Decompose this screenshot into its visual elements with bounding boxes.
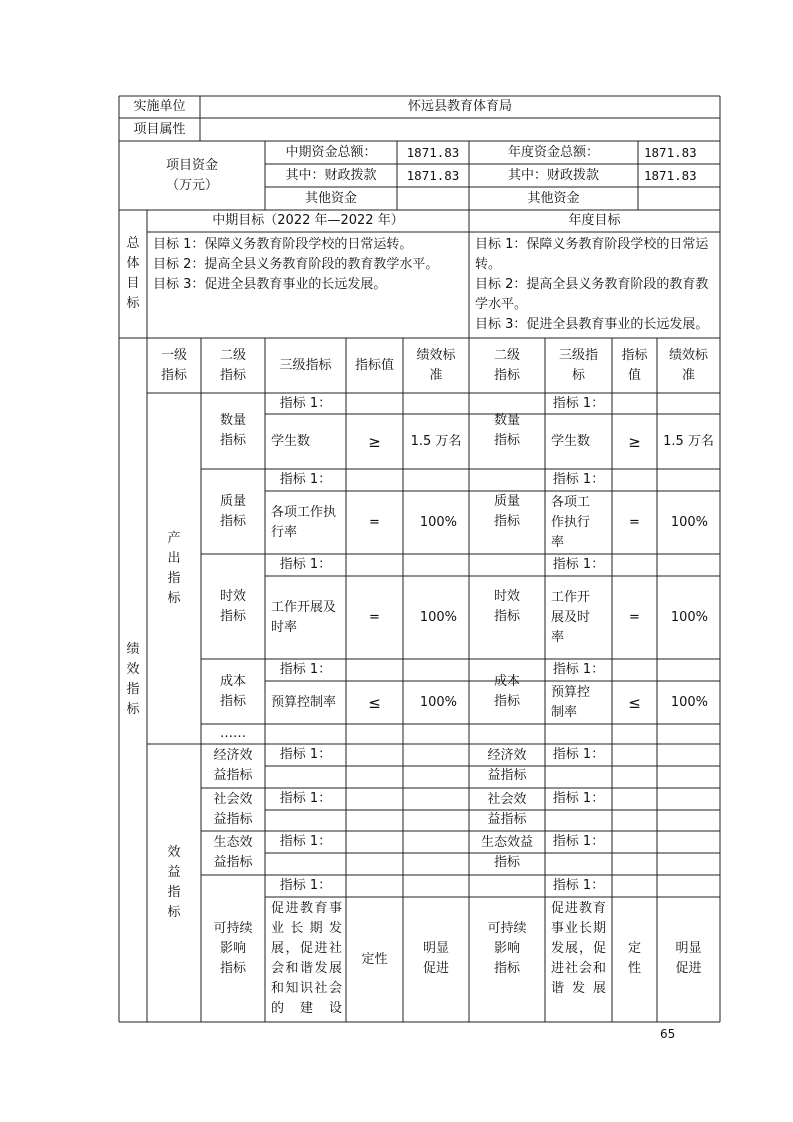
quality-metric: 各项工作执 行率	[271, 504, 337, 540]
timeliness-metric: 工作开展及 时率	[271, 599, 337, 635]
year-cost-standard: 100%	[670, 694, 708, 710]
cost-standard: 100%	[419, 694, 457, 710]
overall-goal-label: 总 体 目 标	[126, 236, 140, 311]
unit-value: 怀远县教育体育局	[407, 99, 512, 114]
sustainable-impact-indicator: 可持续 影响 指标	[213, 920, 253, 976]
year-indicator-1-label: 指标 1：	[552, 878, 605, 893]
timeliness-indicator: 时效 指标	[219, 588, 246, 624]
year-total-label: 年度资金总额：	[507, 144, 599, 160]
benefit-indicator-label: 效 益 指 标	[167, 845, 181, 920]
year-economic-benefit-indicator: 经济效 益指标	[487, 748, 527, 783]
indicator-1-label: 指标 1：	[279, 747, 332, 762]
year-quantity-indicator: 数量 指标	[493, 413, 520, 448]
mid-other-label: 其他资金	[304, 190, 357, 206]
header-standard: 绩效标 准	[416, 347, 456, 383]
year-goal-text: 目标 1：保障义务教育阶段学校的日常运转。 目标 2：提高全县义务教育阶段的教育教学水平。 目标 3：促进全县教育事业的长远发展。	[475, 237, 709, 332]
sustainable-impact-metric: 促进教育事业长期发展，促进社会和谐发展和知识社会的建设	[271, 901, 342, 1016]
output-indicator-label: 产 出 指 标	[167, 530, 181, 606]
funds-label: 项目资金 （万元）	[165, 157, 218, 193]
year-indicator-1-label: 指标 1：	[552, 791, 605, 806]
cost-metric: 预算控制率	[271, 694, 337, 710]
mid-fiscal-value: 1871.83	[406, 167, 460, 183]
header-level1: 一级 指标	[160, 347, 187, 383]
year-sustainable-impact-standard: 明显 促进	[675, 941, 702, 976]
year-indicator-1-label: 指标 1：	[552, 834, 605, 849]
header-year-standard: 绩效标 准	[668, 347, 708, 383]
header-value: 指标值	[354, 357, 394, 373]
year-quantity-value: ≥	[628, 432, 641, 451]
cost-value: ≤	[368, 693, 381, 712]
year-indicator-1-label: 指标 1：	[552, 662, 605, 677]
year-quality-metric: 各项工 作执行 率	[551, 494, 591, 550]
indicator-1-label: 指标 1：	[279, 472, 332, 487]
mid-goal-header: 中期目标（2022 年—2022 年）	[212, 213, 404, 228]
project-attribute-value	[200, 118, 720, 141]
header-year-value: 指标 值	[621, 347, 648, 383]
year-quality-indicator: 质量 指标	[493, 493, 520, 529]
ecological-benefit-indicator: 生态效 益指标	[213, 835, 253, 870]
year-timeliness-standard: 100%	[670, 609, 708, 625]
year-quality-value: =	[629, 514, 640, 530]
year-indicator-1-label: 指标 1：	[552, 472, 605, 487]
project-attribute-label: 项目属性	[133, 121, 186, 137]
year-cost-indicator: 成本 指标	[493, 673, 520, 709]
year-total-value: 1871.83	[644, 144, 697, 160]
header-level3: 三级指标	[279, 357, 332, 373]
unit-label: 实施单位	[133, 99, 186, 114]
year-ecological-benefit-indicator: 生态效益 指标	[480, 835, 533, 870]
year-fiscal-label: 其中：财政拨款	[507, 167, 599, 183]
year-indicator-1-label: 指标 1：	[552, 395, 605, 411]
header-level2: 二级 指标	[219, 347, 246, 383]
quality-indicator: 质量 指标	[219, 493, 246, 529]
year-timeliness-metric: 工作开 展及时 率	[551, 589, 591, 645]
indicator-1-label: 指标 1：	[279, 395, 332, 411]
year-other-label: 其他资金	[527, 190, 580, 206]
year-quality-standard: 100%	[670, 514, 708, 530]
mid-goal-text: 目标 1：保障义务教育阶段学校的日常运转。 目标 2：提高全县义务教育阶段的教育教学水平。 目标 3：促进全县教育事业的长远发展。	[153, 237, 439, 292]
mid-total-label: 中期资金总额：	[285, 144, 377, 160]
page-number: 65	[660, 1027, 676, 1041]
timeliness-standard: 100%	[419, 609, 457, 625]
quantity-standard: 1.5 万名	[410, 433, 462, 449]
indicator-1-label: 指标 1：	[279, 834, 332, 849]
quality-value: =	[369, 514, 380, 530]
year-sustainable-impact-indicator: 可持续 影响 指标	[487, 920, 527, 976]
year-timeliness-indicator: 时效 指标	[493, 588, 520, 624]
social-benefit-indicator: 社会效 益指标	[213, 791, 253, 827]
year-timeliness-value: =	[629, 609, 640, 625]
indicator-1-label: 指标 1：	[279, 557, 332, 572]
year-sustainable-impact-metric: 促进教育事业长期发展，促进社会和谐发展	[551, 901, 606, 996]
header-year-level2: 二级 指标	[493, 347, 520, 383]
year-social-benefit-indicator: 社会效 益指标	[487, 791, 527, 827]
quantity-value: ≥	[368, 432, 381, 451]
quality-standard: 100%	[419, 514, 457, 530]
year-indicator-1-label: 指标 1：	[552, 747, 605, 762]
header-year-level3: 三级指 标	[558, 347, 598, 383]
cost-indicator: 成本 指标	[219, 673, 246, 709]
indicator-1-label: 指标 1：	[279, 791, 332, 806]
year-goal-header: 年度目标	[568, 213, 621, 228]
year-cost-value: ≤	[628, 693, 641, 712]
sustainable-impact-standard: 明显 促进	[422, 941, 449, 976]
quantity-indicator: 数量 指标	[219, 413, 246, 448]
year-quantity-standard: 1.5 万名	[663, 433, 714, 449]
economic-benefit-indicator: 经济效 益指标	[213, 748, 253, 783]
quantity-metric: 学生数	[271, 433, 311, 449]
sustainable-impact-value: 定性	[361, 951, 388, 967]
mid-fiscal-label: 其中：财政拨款	[285, 167, 377, 183]
indicator-1-label: 指标 1：	[279, 878, 332, 893]
mid-total-value: 1871.83	[406, 144, 460, 160]
indicator-1-label: 指标 1：	[279, 662, 332, 677]
year-indicator-1-label: 指标 1：	[552, 557, 605, 572]
year-fiscal-value: 1871.83	[644, 167, 697, 183]
year-sustainable-impact-value: 定 性	[627, 941, 641, 976]
performance-indicator-label: 绩 效 指 标	[126, 642, 140, 717]
year-cost-metric: 预算控 制率	[551, 684, 591, 720]
year-quantity-metric: 学生数	[551, 433, 591, 449]
more-indicators-ellipsis: ……	[220, 726, 246, 741]
timeliness-value: =	[369, 609, 380, 625]
